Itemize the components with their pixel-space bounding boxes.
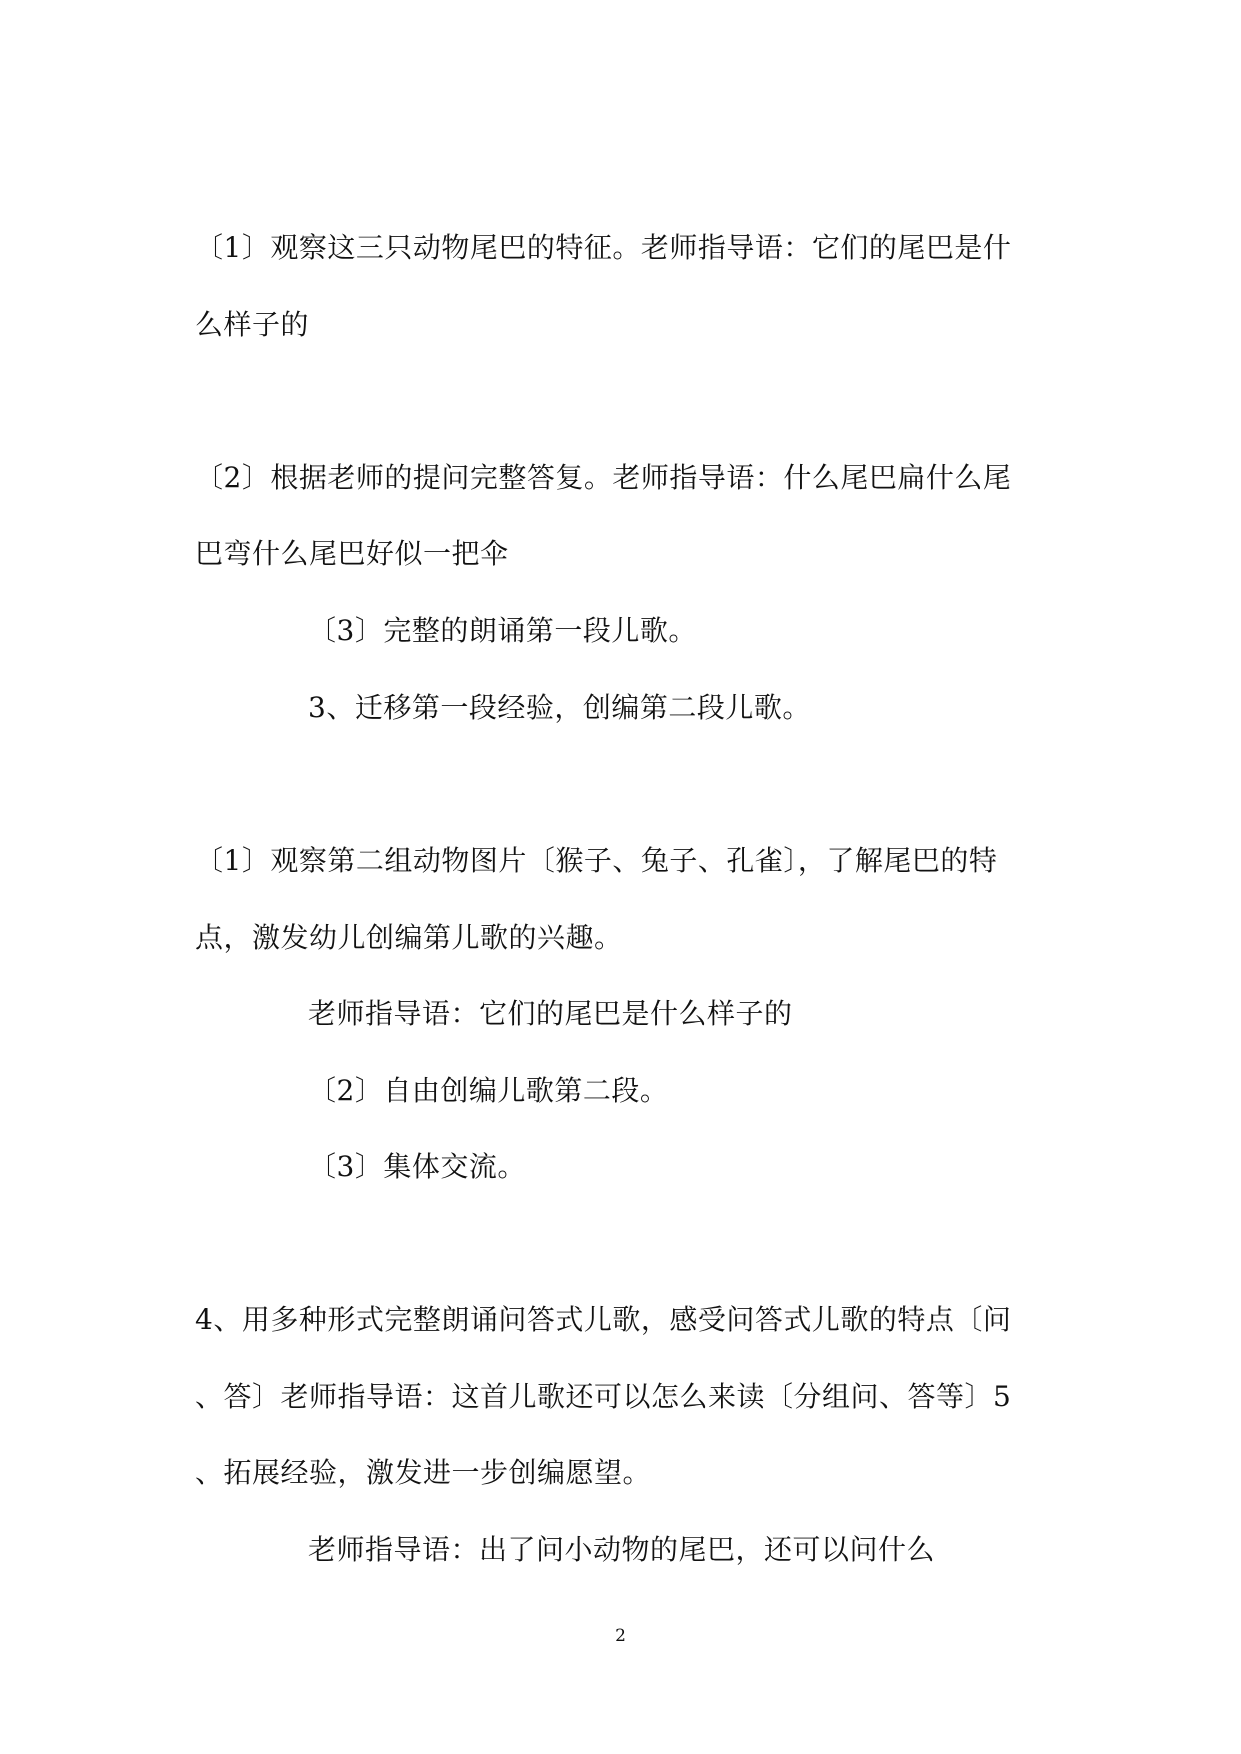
text-line: 么样子的 bbox=[195, 308, 310, 341]
text-line: 〔2〕根据老师的提问完整答复。老师指导语：什么尾巴扁什么尾 bbox=[195, 461, 1012, 494]
text-line: 、拓展经验，激发进一步创编愿望。 bbox=[195, 1456, 652, 1489]
text-line: 〔1〕观察第二组动物图片〔猴子、兔子、孔雀〕，了解尾巴的特 bbox=[195, 844, 998, 877]
text-line: 〔1〕观察这三只动物尾巴的特征。老师指导语：它们的尾巴是什 bbox=[195, 231, 1012, 264]
text-line: 3、迁移第一段经验，创编第二段儿歌。 bbox=[308, 691, 811, 724]
page-number: 2 bbox=[615, 1626, 626, 1646]
text-line: 点，激发幼儿创编第儿歌的兴趣。 bbox=[195, 921, 623, 954]
text-line: 老师指导语：它们的尾巴是什么样子的 bbox=[308, 997, 793, 1030]
text-line: 、答〕老师指导语：这首儿歌还可以怎么来读〔分组问、答等〕5 bbox=[195, 1380, 1012, 1413]
text-line: 4、用多种形式完整朗诵问答式儿歌，感受问答式儿歌的特点〔问 bbox=[195, 1303, 1012, 1336]
text-line: 〔2〕自由创编儿歌第二段。 bbox=[308, 1074, 669, 1107]
text-line: 巴弯什么尾巴好似一把伞 bbox=[195, 537, 509, 570]
text-line: 老师指导语：出了问小动物的尾巴，还可以问什么 bbox=[308, 1533, 936, 1566]
text-line: 〔3〕完整的朗诵第一段儿歌。 bbox=[308, 614, 697, 647]
text-line: 〔3〕集体交流。 bbox=[308, 1150, 526, 1183]
